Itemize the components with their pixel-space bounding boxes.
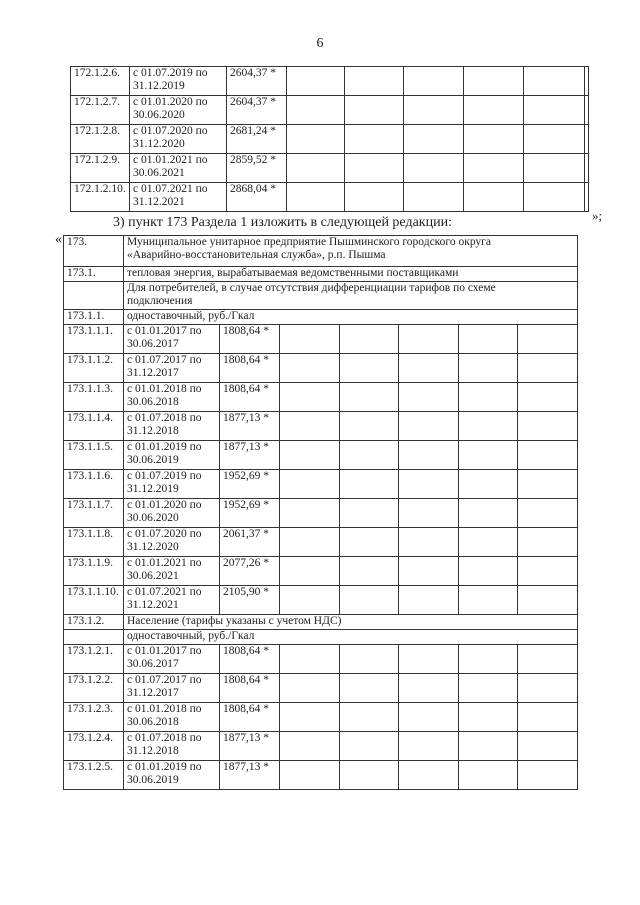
- table-row: [64, 499, 578, 528]
- empty-cell: [280, 441, 340, 470]
- empty-cell: [340, 732, 399, 761]
- row-code: 172.1.2.9.: [71, 154, 130, 183]
- empty-cell: [399, 325, 459, 354]
- period-start: с 01.01.2018 по: [127, 703, 202, 715]
- row-value: 2105,90 *: [220, 586, 280, 615]
- row-period: [130, 67, 227, 96]
- row-period: [124, 354, 220, 383]
- consumers-row: [64, 282, 578, 310]
- row-value: 2604,37 *: [227, 96, 287, 125]
- population-rate-label: одноставочный, руб./Гкал: [124, 630, 578, 645]
- page-number: 6: [316, 36, 324, 51]
- table-row: [64, 586, 578, 615]
- period-end: 30.06.2021: [133, 167, 185, 179]
- empty-cell: [459, 586, 518, 615]
- empty-cell: [280, 499, 340, 528]
- empty-cell: [399, 354, 459, 383]
- empty-cell: [524, 125, 585, 154]
- row-period: [124, 586, 220, 615]
- empty-cell: [464, 154, 524, 183]
- period-start: с 01.07.2020 по: [133, 125, 208, 137]
- empty-cell: [340, 645, 399, 674]
- period-start: с 01.01.2020 по: [133, 96, 208, 108]
- empty-cell: [340, 383, 399, 412]
- period-end: 31.12.2019: [133, 80, 185, 92]
- empty-cell: [459, 528, 518, 557]
- empty-cell: [524, 183, 585, 212]
- row-value: 2077,26 *: [220, 557, 280, 586]
- closing-quote-mark: »;: [592, 208, 603, 223]
- table-row: [71, 125, 589, 154]
- population-rate-code-empty: [64, 630, 124, 645]
- empty-cell: [280, 383, 340, 412]
- period-end: 30.06.2018: [127, 396, 179, 408]
- row-period: [124, 557, 220, 586]
- empty-cell: [459, 499, 518, 528]
- empty-cell: [340, 674, 399, 703]
- row-period: [130, 154, 227, 183]
- row-period: [124, 412, 220, 441]
- empty-cell: [287, 125, 345, 154]
- row-value: 1877,13 *: [220, 412, 280, 441]
- empty-cell: [524, 67, 585, 96]
- row-period: [124, 441, 220, 470]
- rate-code: 173.1.1.: [64, 310, 124, 325]
- empty-cell: [518, 325, 578, 354]
- period-start: с 01.01.2017 по: [127, 325, 202, 337]
- row-code: 173.1.1.10.: [64, 586, 124, 615]
- empty-cell: [459, 732, 518, 761]
- empty-cell: [399, 761, 459, 790]
- empty-cell: [518, 557, 578, 586]
- table-row: [71, 96, 589, 125]
- org-name-line-2: «Аварийно-восстановительная служба», р.п. Пышма: [127, 249, 386, 261]
- table-row: [64, 703, 578, 732]
- period-end: 31.12.2017: [127, 367, 179, 379]
- period-end: 30.06.2017: [127, 658, 179, 670]
- row-value: 1808,64 *: [220, 674, 280, 703]
- section-label: тепловая энергия, вырабатываемая ведомственными поставщиками: [124, 267, 578, 282]
- empty-cell: [340, 761, 399, 790]
- table-row: [64, 470, 578, 499]
- row-value: 2868,04 *: [227, 183, 287, 212]
- empty-cell: [404, 183, 464, 212]
- empty-cell: [518, 383, 578, 412]
- empty-cell: [399, 528, 459, 557]
- tariff-table-172: [70, 66, 589, 212]
- empty-cell: [340, 528, 399, 557]
- empty-cell: [340, 499, 399, 528]
- row-code: 173.1.1.9.: [64, 557, 124, 586]
- period-start: с 01.07.2021 по: [127, 586, 202, 598]
- empty-cell: [280, 470, 340, 499]
- table-row: [64, 325, 578, 354]
- empty-cell: [459, 441, 518, 470]
- empty-cell: [585, 125, 589, 154]
- row-period: [124, 674, 220, 703]
- row-value: 2061,37 *: [220, 528, 280, 557]
- table-row: [64, 674, 578, 703]
- row-code: 173.1.1.2.: [64, 354, 124, 383]
- period-end: 31.12.2018: [127, 745, 179, 757]
- empty-cell: [524, 96, 585, 125]
- empty-cell: [399, 674, 459, 703]
- population-row: [64, 615, 578, 630]
- period-end: 30.06.2020: [127, 512, 179, 524]
- section-row: [64, 267, 578, 282]
- period-end: 31.12.2018: [127, 425, 179, 437]
- row-value: 2681,24 *: [227, 125, 287, 154]
- empty-cell: [518, 645, 578, 674]
- row-code: 173.1.1.6.: [64, 470, 124, 499]
- empty-cell: [287, 96, 345, 125]
- period-end: 31.12.2020: [127, 541, 179, 553]
- table-row: [64, 354, 578, 383]
- rate-label: одноставочный, руб./Гкал: [124, 310, 578, 325]
- row-code: 173.1.2.1.: [64, 645, 124, 674]
- empty-cell: [280, 412, 340, 441]
- period-end: 31.12.2020: [133, 138, 185, 150]
- table-row: [64, 441, 578, 470]
- period-end: 30.06.2017: [127, 338, 179, 350]
- period-start: с 01.07.2017 по: [127, 354, 202, 366]
- empty-cell: [280, 528, 340, 557]
- empty-cell: [345, 67, 404, 96]
- empty-cell: [518, 732, 578, 761]
- empty-cell: [404, 67, 464, 96]
- period-end: 30.06.2019: [127, 774, 179, 786]
- row-period: [130, 96, 227, 125]
- empty-cell: [280, 325, 340, 354]
- row-code: 173.1.1.1.: [64, 325, 124, 354]
- rate-row: [64, 310, 578, 325]
- empty-cell: [280, 557, 340, 586]
- table-row: [64, 645, 578, 674]
- opening-quote-mark: «: [55, 232, 62, 247]
- period-start: с 01.01.2018 по: [127, 383, 202, 395]
- empty-cell: [459, 470, 518, 499]
- row-period: [124, 528, 220, 557]
- period-start: с 01.07.2019 по: [127, 470, 202, 482]
- population-rate-row: [64, 630, 578, 645]
- period-start: с 01.01.2019 по: [127, 761, 202, 773]
- period-end: 31.12.2017: [127, 687, 179, 699]
- row-value: 1808,64 *: [220, 325, 280, 354]
- row-period: [124, 325, 220, 354]
- row-period: [124, 383, 220, 412]
- empty-cell: [280, 354, 340, 383]
- org-row: [64, 236, 578, 267]
- row-code: 173.1.1.8.: [64, 528, 124, 557]
- period-end: 30.06.2018: [127, 716, 179, 728]
- empty-cell: [459, 761, 518, 790]
- row-period: [124, 761, 220, 790]
- empty-cell: [459, 703, 518, 732]
- empty-cell: [280, 674, 340, 703]
- table-row: [64, 732, 578, 761]
- org-name-line-1: Муниципальное унитарное предприятие Пышминского городского округа: [127, 236, 491, 248]
- empty-cell: [404, 125, 464, 154]
- empty-cell: [399, 586, 459, 615]
- empty-cell: [399, 645, 459, 674]
- row-value: 1877,13 *: [220, 761, 280, 790]
- row-code: 173.1.2.5.: [64, 761, 124, 790]
- empty-cell: [459, 383, 518, 412]
- period-start: с 01.07.2018 по: [127, 412, 202, 424]
- row-value: 2859,52 *: [227, 154, 287, 183]
- row-value: 1952,69 *: [220, 470, 280, 499]
- consumers-cell: [124, 282, 578, 310]
- empty-cell: [340, 354, 399, 383]
- empty-cell: [280, 732, 340, 761]
- row-code: 172.1.2.10.: [71, 183, 130, 212]
- row-value: 1808,64 *: [220, 383, 280, 412]
- empty-cell: [464, 183, 524, 212]
- table-row: [64, 383, 578, 412]
- empty-cell: [404, 96, 464, 125]
- consumers-code-empty: [64, 282, 124, 310]
- empty-cell: [340, 470, 399, 499]
- empty-cell: [464, 96, 524, 125]
- row-value: 1808,64 *: [220, 703, 280, 732]
- row-period: [130, 125, 227, 154]
- period-start: с 01.01.2019 по: [127, 441, 202, 453]
- period-start: с 01.01.2021 по: [127, 557, 202, 569]
- period-start: с 01.07.2020 по: [127, 528, 202, 540]
- period-start: с 01.07.2021 по: [133, 183, 208, 195]
- org-name-cell: [124, 236, 578, 267]
- table-row: [64, 528, 578, 557]
- row-value: 1952,69 *: [220, 499, 280, 528]
- row-value: 2604,37 *: [227, 67, 287, 96]
- row-code: 173.1.2.2.: [64, 674, 124, 703]
- row-period: [124, 732, 220, 761]
- empty-cell: [280, 703, 340, 732]
- empty-cell: [524, 154, 585, 183]
- empty-cell: [399, 412, 459, 441]
- empty-cell: [585, 67, 589, 96]
- period-end: 31.12.2019: [127, 483, 179, 495]
- row-value: 1877,13 *: [220, 441, 280, 470]
- row-value: 1808,64 *: [220, 645, 280, 674]
- period-start: с 01.07.2019 по: [133, 67, 208, 79]
- empty-cell: [399, 703, 459, 732]
- table-row: [71, 183, 589, 212]
- empty-cell: [585, 96, 589, 125]
- empty-cell: [399, 470, 459, 499]
- table-row: [64, 761, 578, 790]
- row-period: [124, 645, 220, 674]
- empty-cell: [340, 703, 399, 732]
- row-period: [124, 499, 220, 528]
- table-row: [71, 67, 589, 96]
- empty-cell: [585, 183, 589, 212]
- empty-cell: [585, 154, 589, 183]
- empty-cell: [518, 354, 578, 383]
- empty-cell: [287, 67, 345, 96]
- empty-cell: [345, 125, 404, 154]
- empty-cell: [287, 183, 345, 212]
- empty-cell: [345, 154, 404, 183]
- empty-cell: [345, 96, 404, 125]
- empty-cell: [345, 183, 404, 212]
- empty-cell: [399, 557, 459, 586]
- empty-cell: [340, 586, 399, 615]
- empty-cell: [340, 441, 399, 470]
- section-code: 173.1.: [64, 267, 124, 282]
- row-code: 173.1.1.4.: [64, 412, 124, 441]
- row-code: 172.1.2.6.: [71, 67, 130, 96]
- empty-cell: [518, 412, 578, 441]
- period-end: 30.06.2019: [127, 454, 179, 466]
- row-code: 172.1.2.8.: [71, 125, 130, 154]
- empty-cell: [464, 67, 524, 96]
- org-code: 173.: [64, 236, 124, 267]
- empty-cell: [399, 732, 459, 761]
- empty-cell: [280, 761, 340, 790]
- row-code: 173.1.1.3.: [64, 383, 124, 412]
- empty-cell: [518, 586, 578, 615]
- tariff-table-173: [63, 235, 578, 790]
- row-code: 172.1.2.7.: [71, 96, 130, 125]
- empty-cell: [518, 441, 578, 470]
- row-period: [124, 470, 220, 499]
- amendment-heading: 3) пункт 173 Раздела 1 изложить в следующей редакции:: [113, 215, 452, 230]
- row-code: 173.1.1.7.: [64, 499, 124, 528]
- row-code: 173.1.2.4.: [64, 732, 124, 761]
- row-period: [130, 183, 227, 212]
- empty-cell: [459, 674, 518, 703]
- period-end: 31.12.2021: [127, 599, 179, 611]
- empty-cell: [518, 499, 578, 528]
- population-code: 173.1.2.: [64, 615, 124, 630]
- empty-cell: [518, 703, 578, 732]
- empty-cell: [459, 412, 518, 441]
- row-value: 1808,64 *: [220, 354, 280, 383]
- row-code: 173.1.1.5.: [64, 441, 124, 470]
- row-value: 1877,13 *: [220, 732, 280, 761]
- empty-cell: [518, 528, 578, 557]
- empty-cell: [518, 674, 578, 703]
- empty-cell: [459, 645, 518, 674]
- period-end: 31.12.2021: [133, 196, 185, 208]
- table-row: [71, 154, 589, 183]
- empty-cell: [399, 499, 459, 528]
- empty-cell: [518, 470, 578, 499]
- consumers-line-1: Для потребителей, в случае отсутствия дифференциации тарифов по схеме: [127, 282, 496, 294]
- period-start: с 01.07.2018 по: [127, 732, 202, 744]
- empty-cell: [280, 645, 340, 674]
- empty-cell: [404, 154, 464, 183]
- empty-cell: [287, 154, 345, 183]
- empty-cell: [459, 557, 518, 586]
- consumers-line-2: подключения: [127, 295, 193, 307]
- empty-cell: [518, 761, 578, 790]
- period-start: с 01.01.2020 по: [127, 499, 202, 511]
- empty-cell: [459, 325, 518, 354]
- empty-cell: [464, 125, 524, 154]
- row-code: 173.1.2.3.: [64, 703, 124, 732]
- population-label: Население (тарифы указаны с учетом НДС): [124, 615, 578, 630]
- empty-cell: [280, 586, 340, 615]
- period-end: 30.06.2020: [133, 109, 185, 121]
- row-period: [124, 703, 220, 732]
- empty-cell: [399, 383, 459, 412]
- period-start: с 01.07.2017 по: [127, 674, 202, 686]
- empty-cell: [399, 441, 459, 470]
- table-row: [64, 557, 578, 586]
- empty-cell: [459, 354, 518, 383]
- empty-cell: [340, 557, 399, 586]
- period-start: с 01.01.2021 по: [133, 154, 208, 166]
- period-end: 30.06.2021: [127, 570, 179, 582]
- empty-cell: [340, 412, 399, 441]
- table-row: [64, 412, 578, 441]
- period-start: с 01.01.2017 по: [127, 645, 202, 657]
- empty-cell: [340, 325, 399, 354]
